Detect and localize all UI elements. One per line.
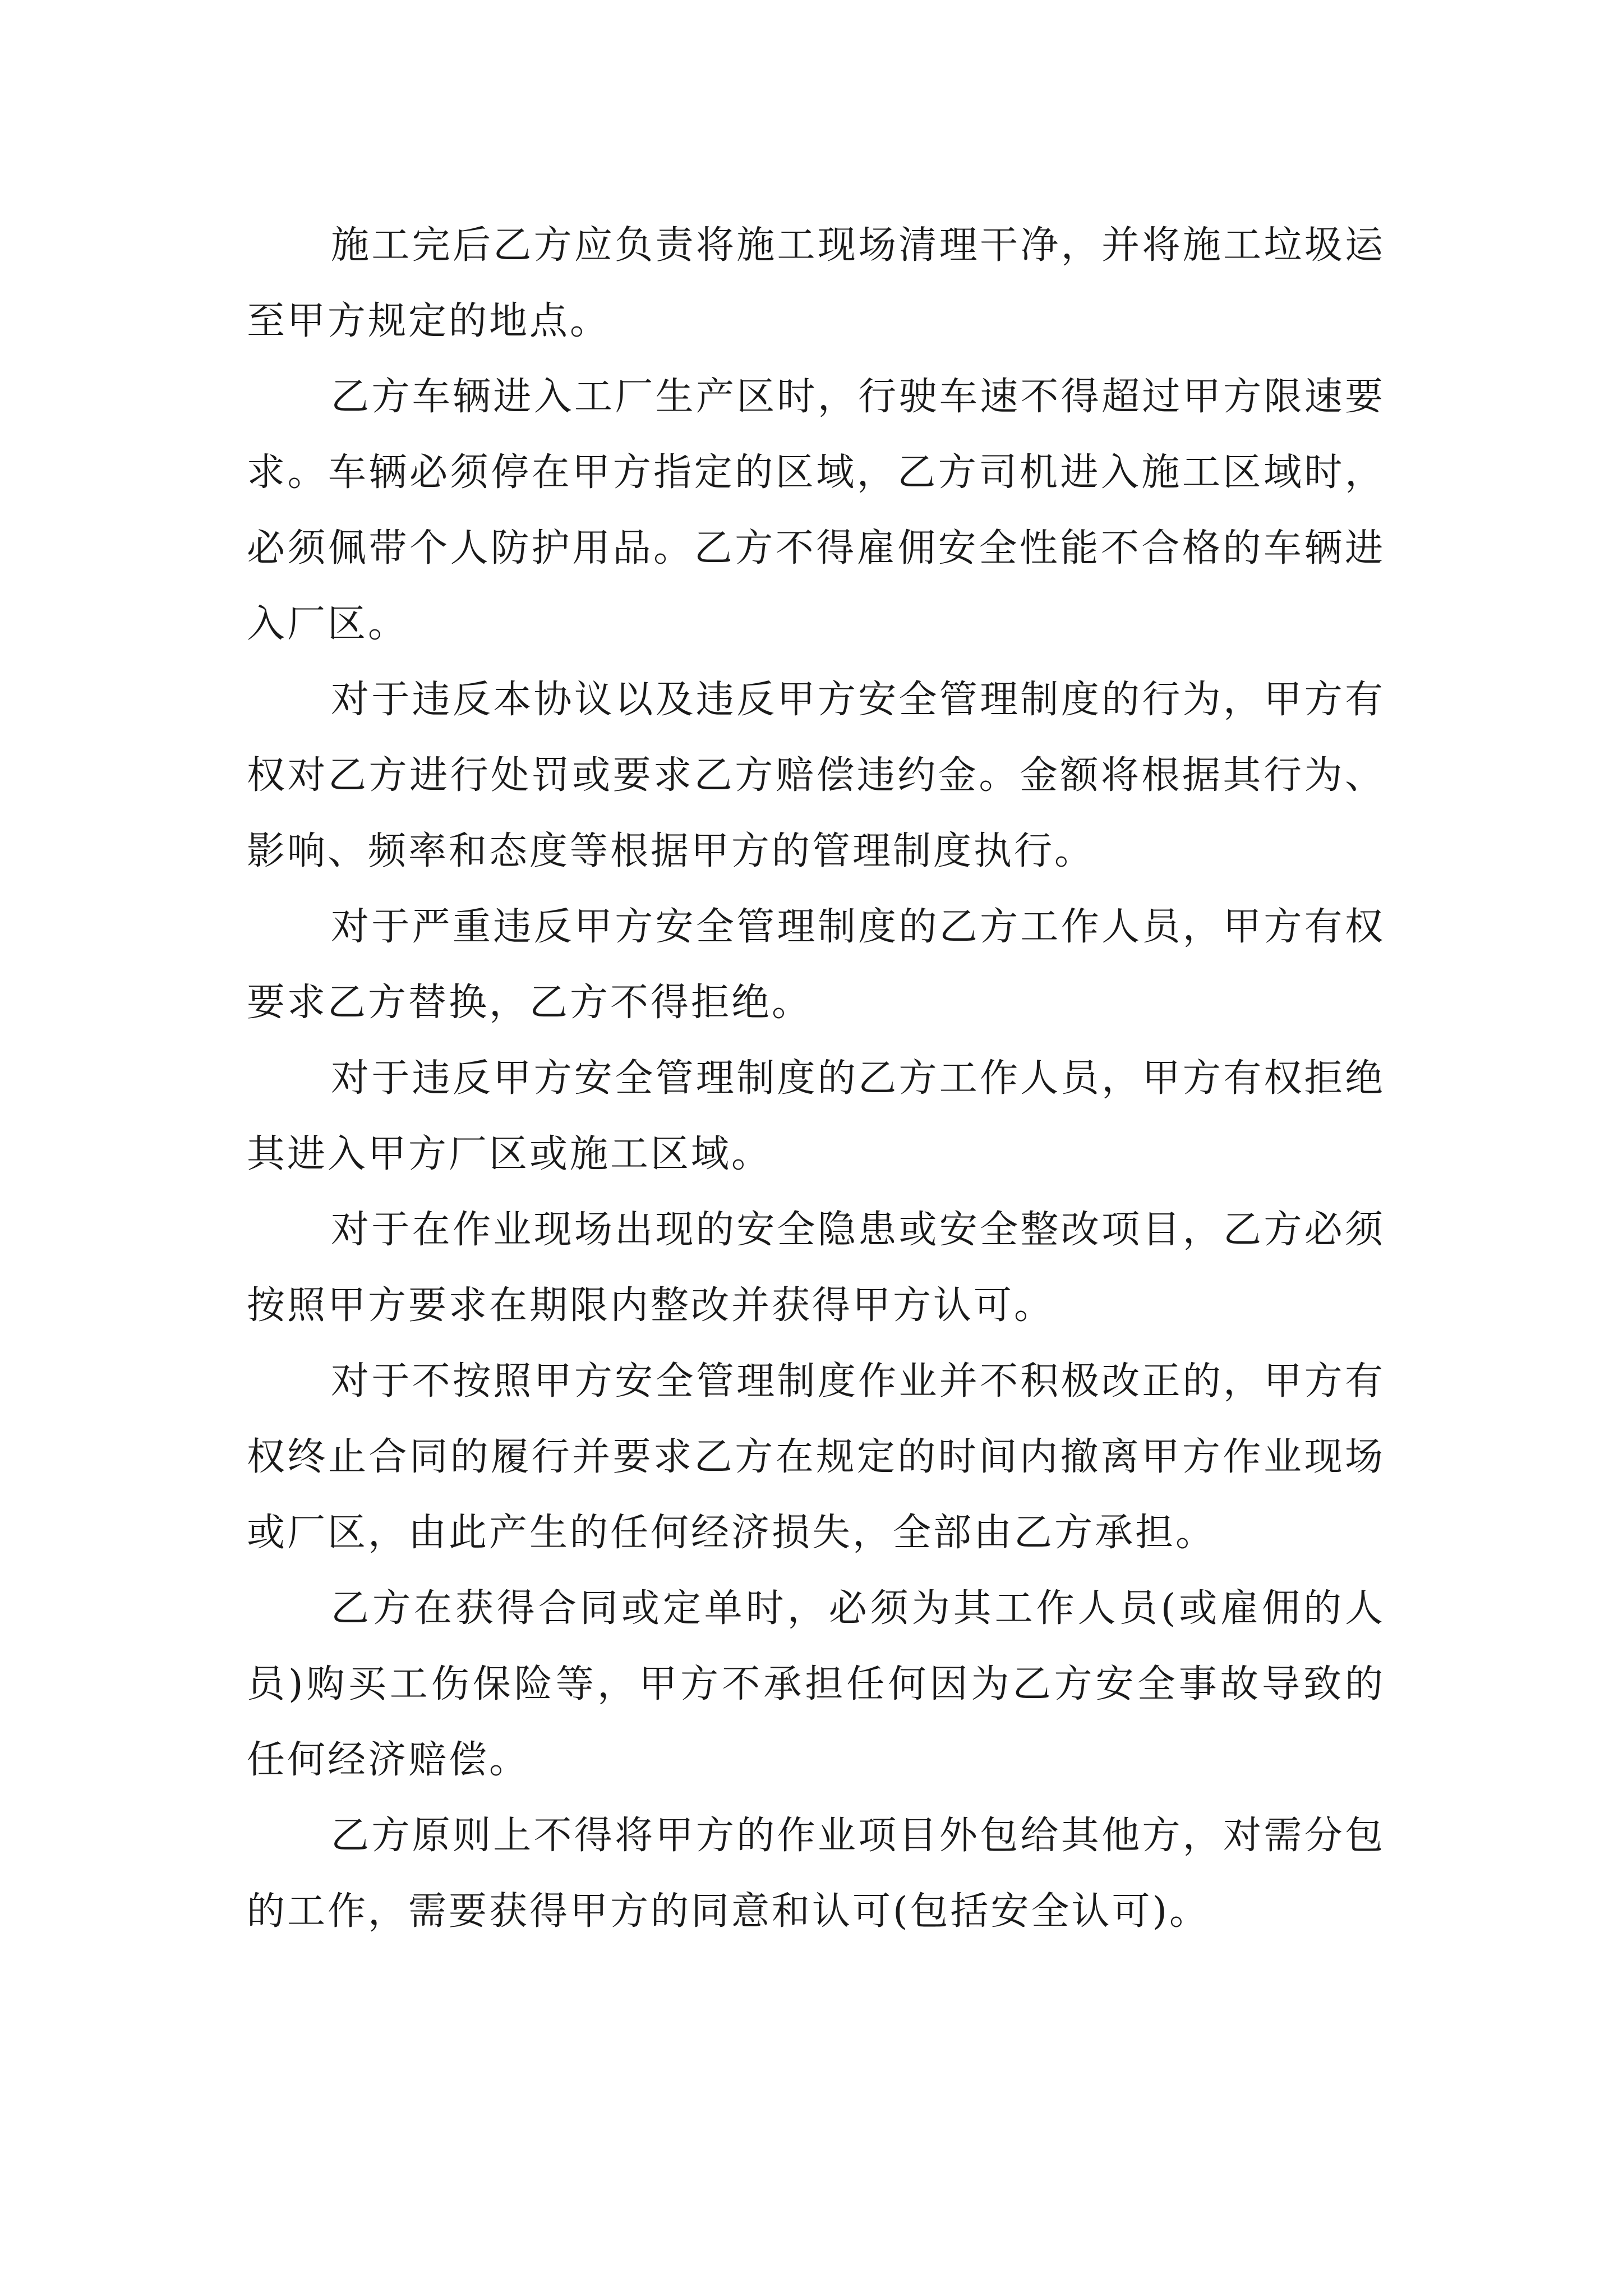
paragraph-staff-replacement: 对于严重违反甲方安全管理制度的乙方工作人员，甲方有权要求乙方替换，乙方不得拒绝。 [247,905,1385,1025]
paragraph-vehicle-rules: 乙方车辆进入工厂生产区时，行驶车速不得超过甲方限速要求。车辆必须停在甲方指定的区域，乙方司机进入施工区域时，必须佩带个人防护用品。乙方不得雇佣安全性能不合格的车辆进入厂区。 [247,375,1385,646]
paragraph-subcontracting: 乙方原则上不得将甲方的作业项目外包给其他方，对需分包的工作，需要获得甲方的同意和认可(包括安全认可)。 [247,1814,1385,1934]
paragraph-site-cleanup: 施工完后乙方应负责将施工现场清理干净，并将施工垃圾运至甲方规定的地点。 [247,223,1385,343]
document-body [247,208,1385,1949]
paragraph-hazard-rectification: 对于在作业现场出现的安全隐患或安全整改项目，乙方必须按照甲方要求在期限内整改并获得甲方认可。 [247,1208,1385,1328]
paragraph-entry-refusal: 对于违反甲方安全管理制度的乙方工作人员，甲方有权拒绝其进入甲方厂区或施工区域。 [247,1056,1385,1176]
paragraph-violation-penalty: 对于违反本协议以及违反甲方安全管理制度的行为，甲方有权对乙方进行处罚或要求乙方赔偿违约金。金额将根据其行为、影响、频率和态度等根据甲方的管理制度执行。 [247,678,1385,873]
paragraph-injury-insurance: 乙方在获得合同或定单时，必须为其工作人员(或雇佣的人员)购买工伤保险等，甲方不承担任何因为乙方安全事故导致的任何经济赔偿。 [247,1586,1385,1782]
paragraph-contract-termination: 对于不按照甲方安全管理制度作业并不积极改正的，甲方有权终止合同的履行并要求乙方在规定的时间内撤离甲方作业现场或厂区，由此产生的任何经济损失，全部由乙方承担。 [247,1359,1385,1555]
